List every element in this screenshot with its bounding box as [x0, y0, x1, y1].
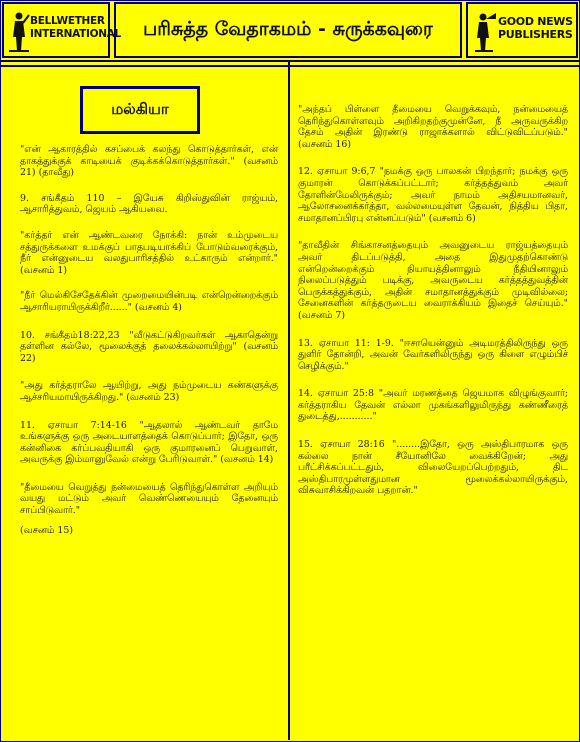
book-name-box [80, 86, 200, 134]
right-column [298, 104, 568, 497]
paragraph: 10. சங்கீதம்18:22,23 "வீடுகட்டுகிறவர்கள் ஆகாதென்று தள்ளின கல்லே, மூலைக்குத் தலைக்கல்லாயிற்று" (வசனம் 22) [20, 329, 278, 364]
page-title-box [114, 2, 462, 58]
header-divider [0, 60, 580, 62]
paragraph: "கர்த்தர் என் ஆண்டவரை நோக்கி: நான் உம்முடைய சத்துருக்களை உமக்குப் பாதபடியாக்கிப் போடும்வரைக்கும், நீர் என்னுடைய வலதுபாரிசத்தில் உட்காரும் என்றார்." (வசனம் 1) [20, 229, 278, 276]
column-divider [288, 62, 290, 740]
paragraph: "அந்தப் பிள்ளை தீமையை வெறுக்கவும், நன்மையைத் தெரிந்துகொள்ளவும் அறிகிறதற்குமுன்னே, நீ அருவருக்கிற தேசம் அதின் இரண்டு ராஜாக்களால் விட்டுவிடப்படும்." (வசனம் 16) [298, 104, 568, 150]
logo-line-1: GOOD NEWS [498, 15, 573, 28]
paragraph: (வசனம் 15) [20, 524, 74, 536]
page-header [0, 0, 580, 62]
left-column [20, 144, 278, 536]
bellwether-logo [2, 2, 121, 58]
paragraph: "தாவீதின் சிங்காசனத்தையும் அவனுடைய ராஜ்யத்தையும் அவர் திடப்படுத்தி, அதை இதுமுதற்கொண்டு என்றென்றைக்கும் நியாயத்தினாலும் நீதியினாலும் நிலைப்படுத்தும் படிக்கு, அவருடைய கர்த்தத்துவத்தின் பெருக்கத்துக்கும், அதின் சமாதானத்துக்கும் முடிவில்லை; சேனைகளின் கர்த்தருடைய வைராக்கியம் இதைச் செய்யும்." (வசனம் 7) [298, 240, 568, 321]
page-title: பரிசுத்த வேதாகமம் - சுருக்கவுரை [143, 17, 433, 40]
paragraph: 12. ஏசாயா 9:6,7 "நமக்கு ஒரு பாலகன் பிறந்தார்; நமக்கு ஒரு குமாரன் கொடுக்கப்பட்டார்; கர்த்தத்துவம் அவர் தோளின்மேலிருக்கும்; அவர் நாமம் அதிசயமானவர், ஆலோசனைக்கர்த்தா, வல்லமையுள்ள தேவன், நித்திய பிதா, சமாதானப்பிரபு என்னப்படும்" (வசனம் 6) [298, 166, 568, 224]
logo-line-2: INTERNATIONAL [30, 28, 121, 40]
paragraph: "அது கர்த்தராலே ஆயிற்று, அது நம்முடைய கண்களுக்கு ஆச்சரியமாயிருக்கிறது." (வசனம் 23) [20, 380, 278, 403]
header-divider-2 [0, 65, 580, 67]
logo-line-1: BELLWETHER [30, 15, 105, 27]
paragraph: "என் ஆகாரத்தில் கசப்பைக் கலந்து கொடுத்தார்கள், என் தாகத்துக்குக் காடியைக் குடிக்கக்கொடுத்தார்கள்." (வசனம் 21) (தாவீது) [20, 144, 278, 179]
paragraph: 9. சங்கீதம் 110 – இயேசு கிறிஸ்துவின் ராஜ்யம், ஆசாரித்துவம், ஜெயம் ஆகியவை. [20, 192, 278, 216]
book-name: மல்கியா [111, 100, 169, 118]
paragraph: 11. ஏசாயா 7:14-16 "ஆதலால் ஆண்டவர் தாமே உங்களுக்கு ஒரு அடையாளத்தைக் கொடுப்பார்; இதோ, ஒரு கன்னிகை கர்ப்பவதியாகி ஒரு குமாரனைப் பெறுவாள், அவருக்கு இம்மானுவேல் என்று பேரிடுவாள்." (வசனம் 14) [20, 419, 278, 466]
paragraph: 14. ஏசாயா 25:8 "அவர் மரணத்தை ஜெயமாக விழுங்குவார்; கர்த்தராகிய தேவன் எல்லா முகங்களிலுமிருந்து கண்ணீரைத் துடைத்து,..........." [298, 388, 568, 423]
logo-line-2: PUBLISHERS [498, 28, 573, 41]
paragraph: "நீர் மெல்கிசேதேக்கின் முறைமையின்படி என்றென்றைக்கும் ஆசாரியராயிருக்கிறீர்......" (வசனம் 4) [20, 290, 278, 313]
paragraph: "தீமையை வெறுத்து நன்மையைத் தெரிந்துகொள்ள அறியும் வயது மட்டும் அவர் வெண்ணெயையும் தேனையும் சாப்பிடுவார்." [20, 481, 278, 517]
paragraph: 13. ஏசாயா 11: 1-9. "ஈசாயென்னும் அடிமரத்திலிருந்து ஒரு துளிர் தோன்றி, அவன் வேர்களிலிருந்து ஒரு கிளை எழும்பிச் செழிக்கும்." [298, 337, 568, 372]
bell-ringer-icon [8, 11, 30, 53]
good-news-logo [466, 2, 578, 58]
trumpeter-icon [473, 11, 497, 53]
paragraph: 15. ஏசாயா 28:16 "........இதோ, ஒரு அஸ்திபாரமாக ஒரு கல்லை நான் சீயோனிலே வைக்கிறேன்; அது பரீட்சிக்கப்பட்டதும், விலையேறப்பெற்றதும், திட அஸ்திபாரமுள்ளதுமான மூலைக்கல்லாயிருக்கும், விசுவாசிக்கிறவன் பதறான்." [298, 439, 568, 497]
